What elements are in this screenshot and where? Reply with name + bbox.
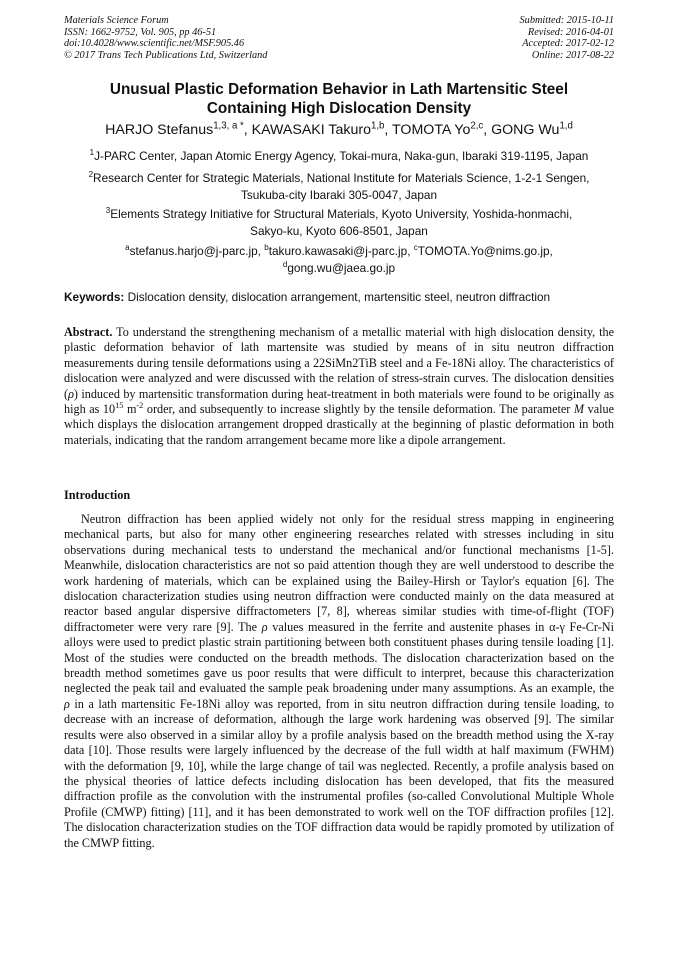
author-sup: 1,3, a *	[213, 120, 244, 132]
affiliation-3	[60, 206, 618, 240]
author-sup: 1,d	[559, 120, 573, 132]
abstract	[64, 325, 614, 448]
affiliation-text: Research Center for Strategic Materials, National Institute for Materials Science, 1-2-1 Sengen,	[93, 171, 590, 185]
m-symbol: M	[573, 402, 585, 417]
email-d[interactable]: gong.wu@jaea.go.jp	[287, 261, 396, 275]
exponent: -2	[136, 400, 144, 410]
abstract-text: To understand the strengthening mechanism of a metallic material with high dislocation density, the plastic deformation behavior of lath martensite was studied by means of in situ neutron diffraction measurements during tensile deformations using a 22SiMn2TiB steel and a Fe-18Ni alloy. The characteristics of dislocation were analyzed and were discussed with the relation of stress-strain curves. The dislocation densities (	[64, 325, 614, 401]
email-c[interactable]: TOMOTA.Yo@nims.go.jp	[417, 244, 550, 258]
dates-info	[520, 15, 614, 61]
online-date: Online: 2017-08-22	[531, 49, 614, 61]
keywords	[64, 290, 614, 304]
author-sep: ,	[243, 122, 252, 138]
rho-symbol: ρ	[64, 696, 70, 711]
rho-symbol: ρ	[68, 386, 74, 401]
email-a[interactable]: stefanus.harjo@j-parc.jp	[129, 244, 258, 258]
keywords-text: Dislocation density, dislocation arrangement, martensitic steel, neutron diffraction	[127, 290, 551, 304]
email-b[interactable]: takuro.kawasaki@j-parc.jp	[268, 244, 408, 258]
intro-text: Neutron diffraction has been applied widely not only for the residual stress mapping in engineering mechanical parts, but also for many other engineering researches related with stresses including in situ observations during mechanical tests to understand the mechanical and/or functional mechanisms [1-5]. Meanwhile, dislocation characteristics are not so paid attention though they are well understood to describe the work hardening of materials, which can be explained using the Bailey-Hirsh or Taylor's equation [6]. The dislocation characterization studies using neutron diffraction were conducted mainly on the data measured at reactor based angular dispersive diffractometers [7, 8], whereas similar studies with time-of-flight (TOF) diffractometer were very rare [9]. The	[64, 512, 614, 634]
unit: m	[123, 402, 137, 417]
affiliation-text-line2: Sakyo-ku, Kyoto 606-8501, Japan	[250, 224, 428, 238]
abstract-label: Abstract.	[64, 325, 113, 339]
rho-symbol: ρ	[261, 619, 268, 634]
author-sep: ,	[483, 122, 492, 138]
submitted-date: Submitted: 2015-10-11	[519, 15, 614, 26]
affiliation-number: 3	[105, 206, 111, 216]
author-name: GONG Wu	[491, 122, 560, 138]
accepted-date: Accepted: 2017-02-12	[522, 38, 614, 50]
affiliation-text: Elements Strategy Initiative for Structural Materials, Kyoto University, Yoshida-honmachi,	[110, 207, 573, 221]
intro-text: in a lath martensitic Fe-18Ni alloy was reported, from in situ neutron diffraction during tensile loading, to decrease with an increase of deformation, although the large work hardening was observed [9]. The similar results were also observed in a similar alloy by a profile analysis based on the breadth method using the X-ray data [10]. Those results were largely influenced by the decrease of the full width at half maximum (FWHM) with the deformation [9, 10], while the large change of tail was neglected. Recently, a profile analysis based on the physical theories of lattice defects including dislocation has been developed, that fits the measured diffraction profile as the convolution with the instrumental profiles (so-called Convolutional Multiple Whole Profile (CMWP) fitting) [11], and it has been demonstrated to work well on the TOF diffraction profiles [12]. The dislocation characterization studies on the TOF diffraction data would be rapidly promoted by utilization of the CMWP fitting.	[64, 696, 614, 850]
author-name: HARJO Stefanus	[105, 122, 214, 138]
author-name: KAWASAKI Takuro	[251, 122, 371, 138]
affiliation-number: 2	[88, 170, 94, 180]
author-list	[40, 122, 638, 138]
journal-name: Materials Science Forum	[64, 15, 169, 26]
affiliation-2	[60, 170, 618, 204]
author-name: TOMOTA Yo	[392, 122, 471, 138]
doi-line[interactable]: doi:10.4028/www.scientific.net/MSF.905.46	[64, 38, 245, 50]
email-sup: b	[264, 243, 269, 253]
introduction-paragraph	[64, 512, 614, 851]
abstract-text: value which displays the dislocation arrangement dropped drastically at the beginning of plastic deformation in both materials, indicating that the random arrangement became more like a dipole arrangement.	[64, 402, 614, 447]
abstract-text: ) induced by martensitic transformation during heat-treatment in both materials were found to be originally as high as 10	[64, 386, 614, 417]
author-sup: 1,b	[370, 120, 385, 132]
affiliation-number: 1	[89, 148, 95, 158]
title-line-2: Containing High Dislocation Density	[206, 100, 472, 117]
exponent: 15	[115, 400, 124, 410]
copyright-line: © 2017 Trans Tech Publications Ltd, Switzerland	[64, 49, 268, 61]
author-sup: 2,c	[470, 120, 484, 132]
affiliation-text-line2: Tsukuba-city Ibaraki 305-0047, Japan	[240, 188, 438, 202]
email-sup: a	[125, 243, 130, 253]
paper-title	[64, 80, 614, 118]
author-sep: ,	[384, 122, 393, 138]
intro-text: values measured in the ferrite and austenite phases in α-γ Fe-Cr-Ni alloys were used to predict plastic strain partitioning between both constituent phases during tensile loading [1]. Most of the studies were conducted on the breadth methods. The dislocation characterization based on the breadth method sometimes gave us poor results that were difficult to interpret, because this characterization neglected the peak tail and evaluated the sample peak broadening under many assumptions. As an example, the	[64, 619, 614, 696]
journal-info	[64, 15, 267, 61]
revised-date: Revised: 2016-04-01	[527, 26, 614, 38]
affiliation-text: J-PARC Center, Japan Atomic Energy Agency, Tokai-mura, Naka-gun, Ibaraki 319-1195, Japan	[94, 149, 589, 163]
affiliation-1	[60, 148, 618, 165]
email-list: $^a$stefanus.harjo@j-parc.jp, $^b$takuro.kawasaki@j-parc.jp, $^c$TOMOTA.Yo@nims.go.jp, $^d$gong.wu@jaea.go.jp	[125, 243, 553, 275]
keywords-label: Keywords:	[64, 290, 125, 304]
issn-line: ISSN: 1662-9752, Vol. 905, pp 46-51	[64, 26, 217, 38]
email-sup: c	[413, 243, 418, 253]
abstract-text: order, and subsequently to increase slightly by the tensile deformation. The parameter	[143, 402, 574, 417]
email-sup: d	[282, 260, 288, 270]
title-line-1: Unusual Plastic Deformation Behavior in Lath Martensitic Steel	[109, 81, 569, 98]
introduction-heading: Introduction	[64, 488, 131, 502]
